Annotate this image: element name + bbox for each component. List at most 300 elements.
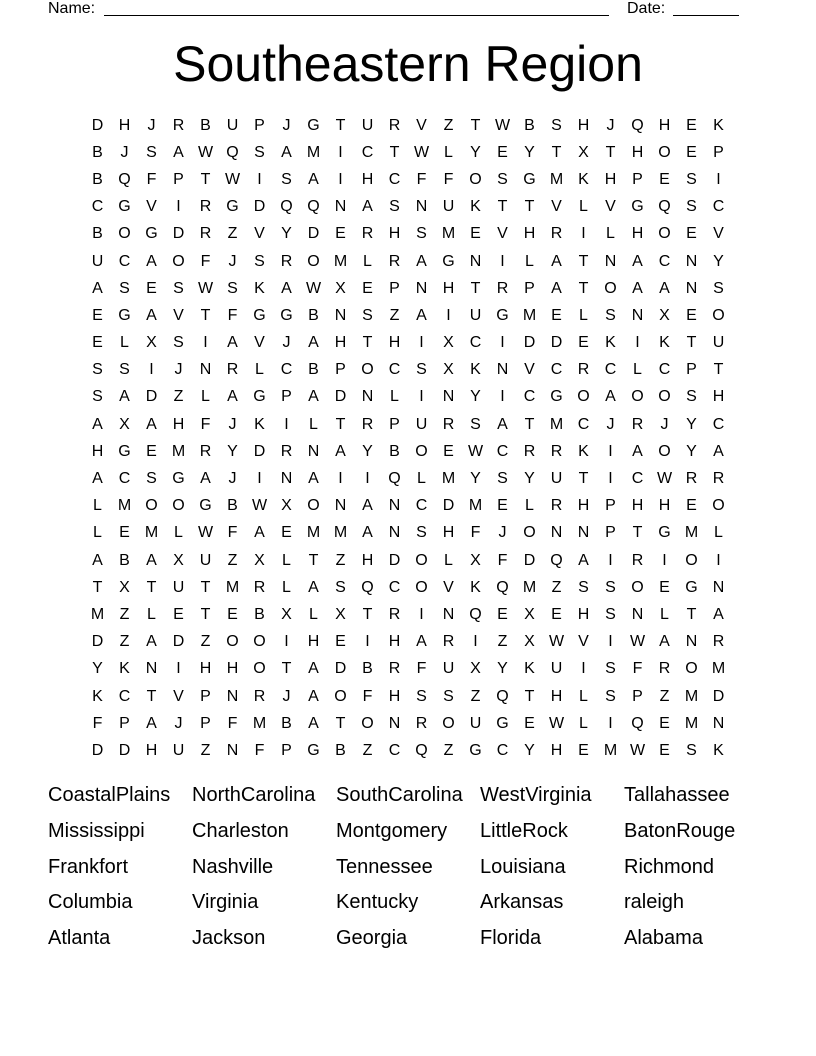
grid-letter: T xyxy=(470,116,481,134)
grid-letter: E xyxy=(146,279,157,297)
grid-letter: C xyxy=(496,741,509,759)
grid-letter: Q xyxy=(226,143,239,161)
grid-letter: H xyxy=(91,442,104,460)
grid-letter: R xyxy=(280,252,293,270)
grid-letter: P xyxy=(335,361,346,379)
grid-letter: W xyxy=(656,470,673,488)
grid-letter: V xyxy=(551,198,562,216)
grid-letter: O xyxy=(658,225,671,243)
grid-letter: S xyxy=(605,687,616,705)
grid-letter: R xyxy=(253,687,266,705)
grid-letter: W xyxy=(629,633,646,651)
grid-letter: W xyxy=(305,279,322,297)
grid-letter: M xyxy=(603,741,618,759)
grid-letter: G xyxy=(442,252,455,270)
grid-letter: S xyxy=(497,470,508,488)
grid-letter: M xyxy=(441,225,456,243)
grid-row xyxy=(84,139,734,166)
grid-letter: H xyxy=(712,388,725,406)
grid-letter: F xyxy=(200,415,211,433)
grid-letter: W xyxy=(197,524,214,542)
grid-letter: A xyxy=(335,442,346,460)
grid-letter: J xyxy=(498,524,507,542)
grid-letter: N xyxy=(442,388,455,406)
grid-letter: V xyxy=(605,198,616,216)
grid-letter: Q xyxy=(658,198,671,216)
grid-letter: F xyxy=(443,170,454,188)
word-bank-row xyxy=(48,778,768,814)
grid-letter: I xyxy=(149,361,154,379)
grid-letter: D xyxy=(712,687,725,705)
grid-letter: H xyxy=(631,497,644,515)
grid-letter: E xyxy=(119,524,130,542)
grid-letter: B xyxy=(92,143,103,161)
grid-letter: O xyxy=(253,660,266,678)
grid-letter: X xyxy=(659,306,670,324)
grid-row xyxy=(84,438,734,465)
grid-letter: P xyxy=(200,714,211,732)
grid-letter: G xyxy=(685,578,698,596)
grid-letter: L xyxy=(444,551,453,569)
grid-letter: E xyxy=(146,442,157,460)
grid-letter: I xyxy=(338,170,343,188)
grid-letter: C xyxy=(415,497,428,515)
grid-letter: R xyxy=(172,116,185,134)
grid-letter: N xyxy=(550,524,563,542)
grid-row xyxy=(84,683,734,710)
grid-letter: H xyxy=(550,741,563,759)
word-bank-item: Nashville xyxy=(192,855,274,878)
word-bank-item: Louisiana xyxy=(480,855,566,878)
grid-letter: T xyxy=(524,687,535,705)
grid-letter: N xyxy=(334,198,347,216)
grid-letter: I xyxy=(338,470,343,488)
grid-letter: G xyxy=(496,306,509,324)
grid-letter: B xyxy=(227,497,238,515)
grid-letter: E xyxy=(686,497,697,515)
grid-letter: M xyxy=(684,714,699,732)
grid-letter: D xyxy=(91,741,104,759)
grid-letter: Z xyxy=(389,306,400,324)
grid-letter: A xyxy=(713,605,724,623)
word-bank-item: Charleston xyxy=(192,820,289,843)
grid-letter: J xyxy=(147,116,156,134)
grid-letter: T xyxy=(713,361,724,379)
grid-letter: N xyxy=(685,252,698,270)
grid-letter: D xyxy=(253,198,266,216)
grid-letter: T xyxy=(335,116,346,134)
grid-letter: J xyxy=(174,714,183,732)
grid-letter: T xyxy=(308,551,319,569)
grid-row xyxy=(84,656,734,683)
grid-letter: N xyxy=(199,361,212,379)
grid-letter: I xyxy=(608,633,613,651)
grid-letter: Y xyxy=(524,143,535,161)
grid-letter: R xyxy=(415,714,428,732)
grid-letter: L xyxy=(714,524,723,542)
grid-letter: O xyxy=(658,143,671,161)
grid-letter: D xyxy=(91,633,104,651)
grid-letter: F xyxy=(470,524,481,542)
grid-letter: G xyxy=(172,470,185,488)
grid-letter: L xyxy=(579,714,588,732)
grid-letter: L xyxy=(363,252,372,270)
grid-letter: E xyxy=(470,225,481,243)
grid-letter: H xyxy=(577,497,590,515)
grid-letter: H xyxy=(631,225,644,243)
grid-letter: P xyxy=(605,524,616,542)
grid-letter: S xyxy=(173,334,184,352)
grid-letter: C xyxy=(388,578,401,596)
grid-row xyxy=(84,493,734,520)
grid-letter: P xyxy=(254,116,265,134)
grid-letter: J xyxy=(282,687,291,705)
grid-letter: W xyxy=(413,143,430,161)
grid-letter: I xyxy=(608,442,613,460)
grid-letter: C xyxy=(91,198,104,216)
grid-letter: A xyxy=(578,551,589,569)
grid-letter: N xyxy=(226,741,239,759)
grid-letter: H xyxy=(199,660,212,678)
grid-letter: U xyxy=(712,334,725,352)
grid-letter: O xyxy=(712,306,725,324)
word-bank-item: Georgia xyxy=(336,927,408,950)
grid-letter: S xyxy=(92,361,103,379)
grid-letter: E xyxy=(659,578,670,596)
grid-row xyxy=(84,547,734,574)
grid-letter: H xyxy=(442,279,455,297)
grid-letter: A xyxy=(551,279,562,297)
grid-letter: I xyxy=(500,388,505,406)
grid-row xyxy=(84,520,734,547)
grid-letter: B xyxy=(200,116,211,134)
grid-letter: S xyxy=(254,143,265,161)
grid-letter: C xyxy=(118,470,131,488)
word-bank-item: WestVirginia xyxy=(480,784,592,807)
grid-letter: M xyxy=(171,442,186,460)
grid-letter: X xyxy=(470,551,481,569)
grid-letter: I xyxy=(581,225,586,243)
grid-letter: H xyxy=(388,225,401,243)
grid-letter: D xyxy=(523,334,536,352)
grid-letter: I xyxy=(419,388,424,406)
grid-letter: L xyxy=(309,605,318,623)
grid-letter: D xyxy=(253,442,266,460)
grid-letter: N xyxy=(631,306,644,324)
grid-letter: J xyxy=(606,415,615,433)
grid-letter: Y xyxy=(470,143,481,161)
grid-letter: S xyxy=(686,198,697,216)
grid-letter: P xyxy=(713,143,724,161)
grid-letter: R xyxy=(280,442,293,460)
grid-letter: I xyxy=(608,551,613,569)
grid-letter: L xyxy=(444,143,453,161)
grid-letter: Z xyxy=(200,741,211,759)
grid-letter: O xyxy=(226,633,239,651)
grid-letter: T xyxy=(524,415,535,433)
grid-letter: S xyxy=(443,687,454,705)
grid-letter: O xyxy=(577,388,590,406)
word-bank-item: Kentucky xyxy=(336,891,419,914)
grid-letter: A xyxy=(308,687,319,705)
grid-letter: A xyxy=(281,279,292,297)
grid-letter: E xyxy=(686,306,697,324)
grid-letter: T xyxy=(335,415,346,433)
grid-letter: L xyxy=(579,687,588,705)
grid-letter: A xyxy=(227,388,238,406)
grid-letter: S xyxy=(146,470,157,488)
grid-letter: N xyxy=(685,633,698,651)
grid-row xyxy=(84,411,734,438)
grid-letter: H xyxy=(604,170,617,188)
grid-letter: N xyxy=(469,252,482,270)
grid-letter: I xyxy=(581,660,586,678)
grid-letter: D xyxy=(550,334,563,352)
grid-letter: A xyxy=(632,442,643,460)
grid-letter: P xyxy=(281,741,292,759)
grid-letter: Z xyxy=(119,633,130,651)
grid-letter: I xyxy=(203,334,208,352)
grid-letter: I xyxy=(176,660,181,678)
grid-letter: A xyxy=(281,143,292,161)
grid-letter: I xyxy=(365,633,370,651)
grid-letter: K xyxy=(578,442,589,460)
grid-letter: D xyxy=(334,660,347,678)
grid-letter: R xyxy=(199,198,212,216)
grid-letter: A xyxy=(146,306,157,324)
grid-letter: R xyxy=(388,605,401,623)
grid-letter: C xyxy=(523,388,536,406)
grid-letter: S xyxy=(686,170,697,188)
grid-letter: I xyxy=(419,605,424,623)
grid-letter: V xyxy=(713,225,724,243)
grid-letter: U xyxy=(91,252,104,270)
grid-letter: D xyxy=(442,497,455,515)
grid-row xyxy=(84,112,734,139)
grid-letter: F xyxy=(254,741,265,759)
grid-letter: I xyxy=(635,334,640,352)
grid-letter: M xyxy=(306,143,321,161)
grid-row xyxy=(84,302,734,329)
grid-letter: E xyxy=(362,279,373,297)
grid-letter: B xyxy=(524,116,535,134)
grid-letter: T xyxy=(200,605,211,623)
grid-letter: M xyxy=(441,470,456,488)
grid-letter: E xyxy=(659,741,670,759)
grid-letter: T xyxy=(524,198,535,216)
grid-letter: F xyxy=(416,660,427,678)
grid-letter: V xyxy=(578,633,589,651)
grid-row xyxy=(84,629,734,656)
grid-letter: G xyxy=(118,198,131,216)
grid-letter: T xyxy=(146,687,157,705)
word-bank-item: BatonRouge xyxy=(624,820,736,843)
grid-letter: C xyxy=(361,143,374,161)
word-bank-item: Columbia xyxy=(48,891,133,914)
grid-letter: M xyxy=(144,524,159,542)
grid-letter: R xyxy=(199,225,212,243)
grid-letter: I xyxy=(419,334,424,352)
grid-letter: U xyxy=(550,470,563,488)
grid-letter: A xyxy=(308,334,319,352)
grid-letter: A xyxy=(146,714,157,732)
grid-letter: Z xyxy=(362,741,373,759)
grid-letter: L xyxy=(120,334,129,352)
grid-letter: F xyxy=(632,660,643,678)
grid-letter: Y xyxy=(686,415,697,433)
grid-letter: C xyxy=(712,198,725,216)
grid-letter: C xyxy=(388,361,401,379)
grid-letter: G xyxy=(469,741,482,759)
grid-letter: G xyxy=(631,198,644,216)
grid-letter: Q xyxy=(307,198,320,216)
grid-letter: O xyxy=(658,442,671,460)
name-label: Name: xyxy=(48,0,96,17)
grid-letter: S xyxy=(416,361,427,379)
grid-letter: E xyxy=(686,225,697,243)
grid-letter: E xyxy=(443,442,454,460)
grid-letter: V xyxy=(173,306,184,324)
grid-letter: K xyxy=(713,741,724,759)
grid-letter: R xyxy=(631,551,644,569)
grid-letter: A xyxy=(416,633,427,651)
word-bank-item: NorthCarolina xyxy=(192,784,316,807)
grid-letter: W xyxy=(629,741,646,759)
grid-letter: S xyxy=(416,524,427,542)
grid-letter: H xyxy=(442,524,455,542)
grid-letter: U xyxy=(172,741,185,759)
grid-letter: O xyxy=(415,578,428,596)
grid-letter: M xyxy=(306,524,321,542)
grid-letter: Z xyxy=(470,687,481,705)
grid-row xyxy=(84,221,734,248)
grid-letter: Q xyxy=(496,687,509,705)
grid-letter: T xyxy=(362,605,373,623)
grid-letter: R xyxy=(442,633,455,651)
grid-letter: A xyxy=(173,143,184,161)
grid-letter: S xyxy=(605,578,616,596)
grid-letter: T xyxy=(578,279,589,297)
word-bank-item: Mississippi xyxy=(48,820,145,843)
word-bank-item: Atlanta xyxy=(48,927,111,950)
grid-letter: L xyxy=(525,252,534,270)
grid-letter: U xyxy=(226,116,239,134)
grid-letter: U xyxy=(442,660,455,678)
grid-letter: Q xyxy=(280,198,293,216)
grid-letter: M xyxy=(90,605,105,623)
grid-letter: O xyxy=(685,660,698,678)
grid-letter: O xyxy=(307,252,320,270)
grid-letter: G xyxy=(280,306,293,324)
grid-letter: N xyxy=(334,306,347,324)
grid-letter: L xyxy=(633,361,642,379)
grid-letter: R xyxy=(577,361,590,379)
grid-letter: T xyxy=(335,714,346,732)
grid-letter: S xyxy=(605,660,616,678)
grid-letter: A xyxy=(362,497,373,515)
grid-letter: B xyxy=(308,306,319,324)
grid-letter: Z xyxy=(173,388,184,406)
grid-letter: A xyxy=(497,415,508,433)
grid-letter: N xyxy=(334,497,347,515)
grid-letter: O xyxy=(334,687,347,705)
grid-letter: Z xyxy=(443,741,454,759)
grid-letter: T xyxy=(578,470,589,488)
grid-letter: G xyxy=(253,306,266,324)
grid-letter: V xyxy=(254,225,265,243)
grid-letter: L xyxy=(282,551,291,569)
grid-letter: A xyxy=(659,279,670,297)
grid-letter: M xyxy=(522,306,537,324)
grid-letter: S xyxy=(605,605,616,623)
grid-letter: X xyxy=(335,605,346,623)
grid-letter: C xyxy=(577,415,590,433)
grid-letter: B xyxy=(335,741,346,759)
grid-letter: S xyxy=(92,388,103,406)
grid-letter: A xyxy=(362,198,373,216)
grid-letter: A xyxy=(254,524,265,542)
grid-letter: P xyxy=(281,388,292,406)
grid-letter: W xyxy=(494,116,511,134)
grid-letter: K xyxy=(578,170,589,188)
grid-letter: H xyxy=(577,605,590,623)
grid-letter: A xyxy=(119,388,130,406)
grid-letter: L xyxy=(282,578,291,596)
grid-letter: Z xyxy=(443,116,454,134)
grid-letter: E xyxy=(92,334,103,352)
grid-letter: X xyxy=(254,551,265,569)
grid-letter: D xyxy=(172,633,185,651)
grid-letter: R xyxy=(685,470,698,488)
grid-letter: S xyxy=(686,388,697,406)
grid-letter: A xyxy=(308,170,319,188)
grid-letter: H xyxy=(388,687,401,705)
grid-letter: N xyxy=(226,687,239,705)
grid-letter: S xyxy=(416,687,427,705)
grid-letter: E xyxy=(92,306,103,324)
grid-letter: Z xyxy=(335,551,346,569)
grid-letter: A xyxy=(308,388,319,406)
word-bank-item: Tallahassee xyxy=(624,784,730,807)
grid-letter: E xyxy=(551,306,562,324)
grid-letter: X xyxy=(146,334,157,352)
grid-letter: N xyxy=(496,361,509,379)
grid-letter: L xyxy=(606,225,615,243)
grid-letter: A xyxy=(362,524,373,542)
grid-letter: M xyxy=(711,660,726,678)
grid-letter: A xyxy=(146,415,157,433)
grid-letter: O xyxy=(415,442,428,460)
grid-letter: P xyxy=(119,714,130,732)
grid-letter: T xyxy=(578,252,589,270)
grid-letter: A xyxy=(146,551,157,569)
grid-letter: A xyxy=(308,578,319,596)
grid-letter: O xyxy=(307,497,320,515)
grid-letter: J xyxy=(120,143,129,161)
grid-letter: F xyxy=(92,714,103,732)
word-bank-item: Arkansas xyxy=(480,891,564,914)
grid-letter: C xyxy=(658,252,671,270)
grid-letter: S xyxy=(551,116,562,134)
grid-letter: R xyxy=(712,470,725,488)
grid-letter: E xyxy=(335,633,346,651)
grid-letter: N xyxy=(631,605,644,623)
grid-letter: Y xyxy=(524,470,535,488)
grid-letter: H xyxy=(523,225,536,243)
grid-letter: I xyxy=(257,470,262,488)
grid-letter: J xyxy=(228,470,237,488)
grid-letter: K xyxy=(470,361,481,379)
